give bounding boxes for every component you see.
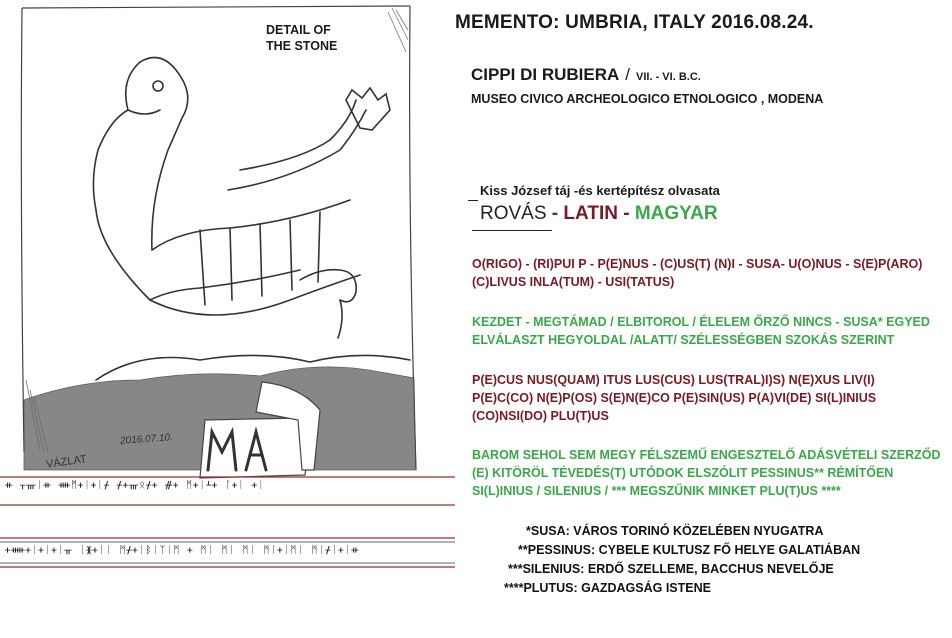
bird-neck <box>240 100 356 170</box>
subtitle-separator: / <box>625 65 631 84</box>
hungarian-block-2-line: (E) KITÖRÖL TÉVEDÉS(T) UTÓDOK ELSZÓLIT PESSINUS** RÉMÍTŐEN <box>472 466 894 480</box>
stone-sketch <box>0 0 455 580</box>
hungarian-block-1 <box>472 313 930 349</box>
footnotes <box>472 522 860 598</box>
latin-block-1-line: O(RIGO) - (RI)PUI P - P(E)NUS - (C)US(T) (N)I - SUSA- U(O)NUS - S(E)P(ARO) <box>472 257 923 271</box>
latin-block-1 <box>472 255 922 291</box>
frame-top <box>22 6 410 8</box>
hungarian-block-2 <box>472 446 941 500</box>
signature: VÁZLAT <box>45 453 88 471</box>
hungarian-block-1-line: ELVÁLASZT HEGYOLDAL /ALATT/ SZÉLESSÉGBEN SZOKÁS SZERINT <box>472 333 895 347</box>
lang-magyar: MAGYAR <box>634 203 718 224</box>
date-mark: 2016.07.10. <box>119 432 174 447</box>
footnote-silenius: ***SILENIUS: ERDŐ SZELLEME, BACCHUS NEVELŐJE <box>508 562 834 576</box>
latin-block-2-line: P(E)CUS NUS(QUAM) ITUS LUS(CUS) LUS(TRAL)I)S) N(E)XUS LIV(I) <box>472 373 875 387</box>
frame-left <box>21 8 24 452</box>
latin-block-1-line: (C)LIVUS INLA(TUM) - USI(TATUS) <box>472 275 675 289</box>
detail-label-line1: DETAIL OF <box>266 23 331 37</box>
inscription-row-2: ᚐᚔᚐᛁᚐᛁᚐᛁᚂ ᛁᚕᚐᛁᛁ ᛗᚋᚐᛁᛒᛁᛉᛁᛗ ᚐ ᛗᛁ ᛗᛁ ᛗᛁ ᛗᛁᚐᛁᛗᛁ ᛗᛁᚋᛁᚐᛁᚑ <box>5 545 360 556</box>
footnote-pessinus: **PESSINUS: CYBELE KULTUSZ FŐ HELYE GALATIÁBAN <box>518 543 861 557</box>
latin-block-2 <box>472 371 876 425</box>
detail-label-line2: THE STONE <box>266 39 338 53</box>
detail-label <box>266 22 337 54</box>
inscription-row-1: ᚑ ᚁᚃᛁᚑ ᚓᛗᚐᛁᚐᛁᚋ ᚋᚐᚃᛟᚋᚐ ᚌᚐ ᛗᚐᛁᚆᚐ ᛚᚐᛁ ᚐᛁ <box>5 480 265 491</box>
lang-dash-2: - <box>617 203 635 224</box>
bird-head <box>140 58 188 251</box>
subtitle <box>471 65 701 85</box>
reader-underline <box>468 200 478 201</box>
latin-block-2-line: (CO)NSI(DO) PLU(T)US <box>472 409 609 423</box>
language-legend <box>480 203 718 225</box>
museum-name: MUSEO CIVICO ARCHEOLOGICO ETNOLOGICO , MODENA <box>471 92 824 106</box>
reader-credit: Kiss József táj -és kertépítész olvasata <box>480 183 720 198</box>
lang-rovas: ROVÁS <box>480 203 547 224</box>
page-title: MEMENTO: UMBRIA, ITALY 2016.08.24. <box>455 12 814 33</box>
subtitle-name: CIPPI DI RUBIERA <box>471 65 620 84</box>
hungarian-block-2-line: SI(L)INIUS / SILENIUS / *** MEGSZŰNIK MINKET PLU(T)US **** <box>472 484 841 498</box>
footnote-susa: *SUSA: VÁROS TORINÓ KÖZELÉBEN NYUGATRA <box>526 524 824 538</box>
subtitle-era: VII. - VI. B.C. <box>636 71 701 83</box>
footnote-plutus: ****PLUTUS: GAZDAGSÁG ISTENE <box>504 581 711 595</box>
langs-underline <box>472 230 552 231</box>
hungarian-block-1-line: KEZDET - MEGTÁMAD / ELBITOROL / ÉLELEM ŐRZŐ NINCS - SUSA* EGYED <box>472 315 930 329</box>
lang-latin: LATIN <box>563 203 618 224</box>
latin-block-2-line: P(E)C(CO) N(E)P(OS) S(E)N(E)CO P(E)SIN(US) P(A)VI(DE) SI(L)INIUS <box>472 391 877 405</box>
hungarian-block-2-line: BAROM SEHOL SEM MEGY FÉLSZEMŰ ENGESZTELŐ ADÁSVÉTELI SZERZŐD <box>472 448 941 462</box>
stone-letters <box>208 428 210 429</box>
lang-dash-1: - <box>546 203 564 224</box>
